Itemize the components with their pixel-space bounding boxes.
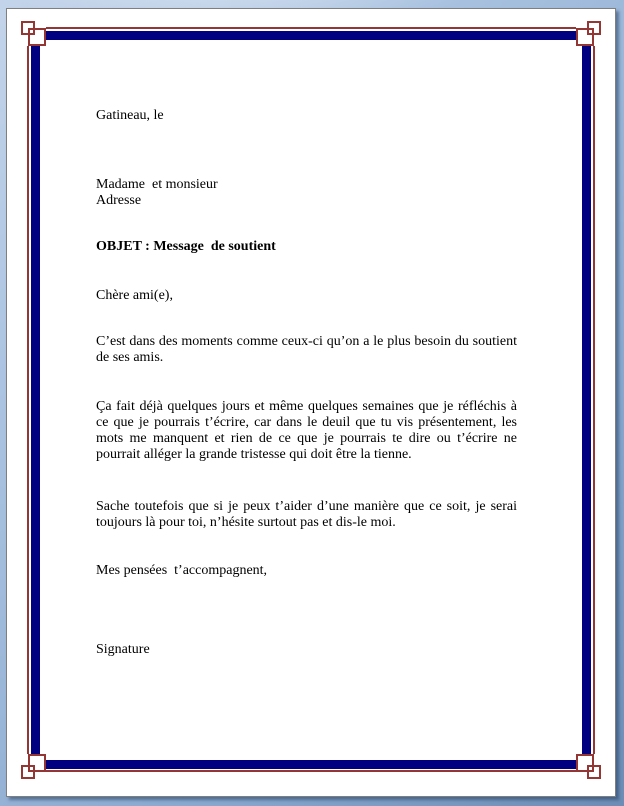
corner-ornament-bottom-left [20,754,46,780]
body-paragraph-1: C’est dans des moments comme ceux-ci qu’on a le plus besoin du soutient de ses amis. [96,334,517,365]
subject-line: OBJET : Message de soutient [96,239,276,254]
corner-ornament-bottom-right [576,754,602,780]
corner-square-inner [576,28,594,46]
corner-square-inner [576,754,594,772]
recipient-address-line: Adresse [96,193,142,208]
letter-page [6,8,616,797]
corner-ornament-top-left [20,20,46,46]
corner-square-inner [28,754,46,772]
corner-square-inner [28,28,46,46]
recipient-line: Madame et monsieur [96,177,218,192]
salutation-line: Chère ami(e), [96,288,173,303]
closing-line: Mes pensées t’accompagnent, [96,563,268,578]
signature-line: Signature [96,642,150,657]
date-line: Gatineau, le [96,108,164,123]
corner-ornament-top-right [576,20,602,46]
recipient-block [96,177,517,209]
body-paragraph-2: Ça fait déjà quelques jours et même quelques semaines que je réfléchis à ce que je pourrais t’écrire, car dans le deuil que tu vis présentement, les mots me manquent et rien de ce que je pourrais te dire ou t’écrire ne pourrait alléger la grande tristesse qui doit être la tienne. [96,399,517,462]
body-paragraph-3: Sache toutefois que si je peux t’aider d’une manière que ce soit, je serai toujours là pour toi, n’hésite surtout pas et dis-le moi. [96,499,517,530]
